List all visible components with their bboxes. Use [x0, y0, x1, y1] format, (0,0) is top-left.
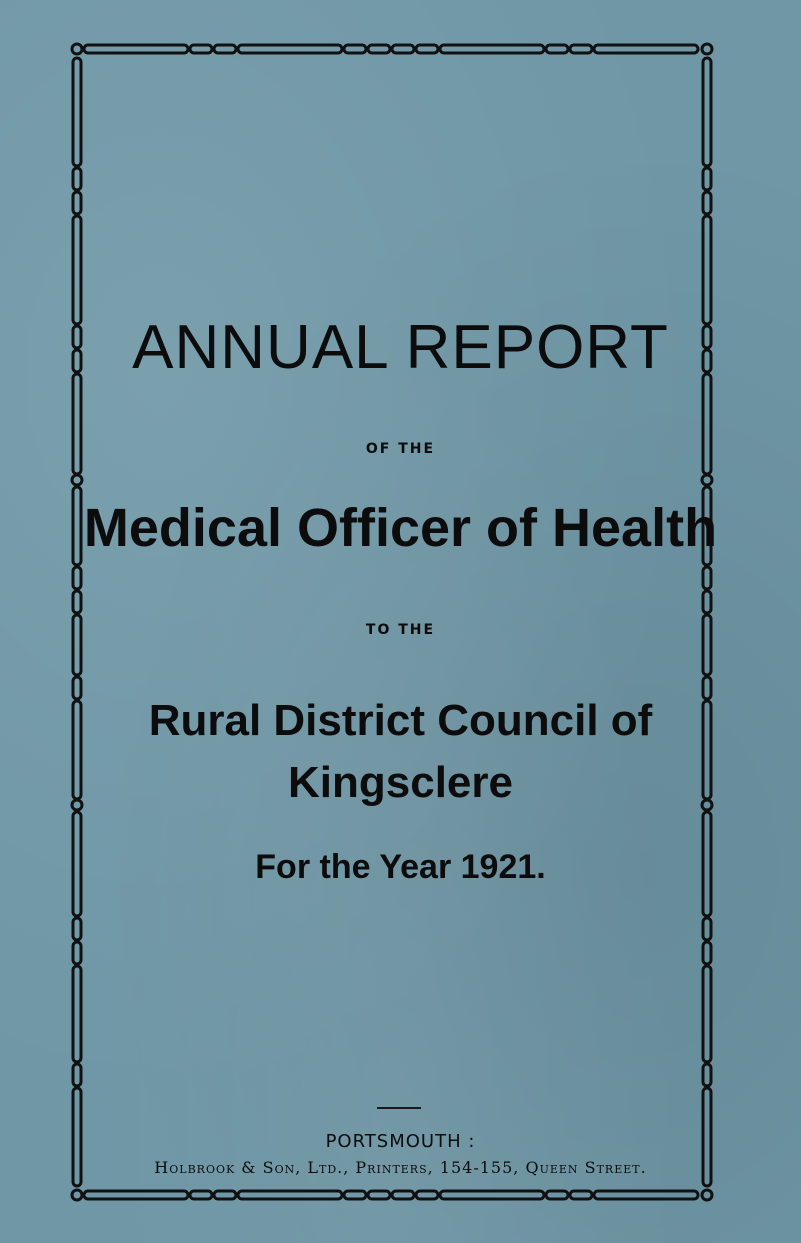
imprint-city: PORTSMOUTH :	[325, 1131, 476, 1152]
of-the-line: OF THE	[365, 441, 436, 457]
report-title: ANNUAL REPORT	[132, 313, 669, 382]
imprint-printer: Holbrook & Son, Ltd., Printers, 154-155, Queen Street.	[154, 1158, 647, 1177]
place-name: Kingsclere	[288, 758, 513, 807]
report-year: For the Year 1921.	[255, 848, 546, 886]
to-the-line: TO THE	[365, 622, 436, 638]
council-name: Rural District Council of	[148, 696, 653, 745]
divider-rule	[377, 1107, 421, 1109]
officer-title: Medical Officer of Health	[83, 498, 718, 558]
